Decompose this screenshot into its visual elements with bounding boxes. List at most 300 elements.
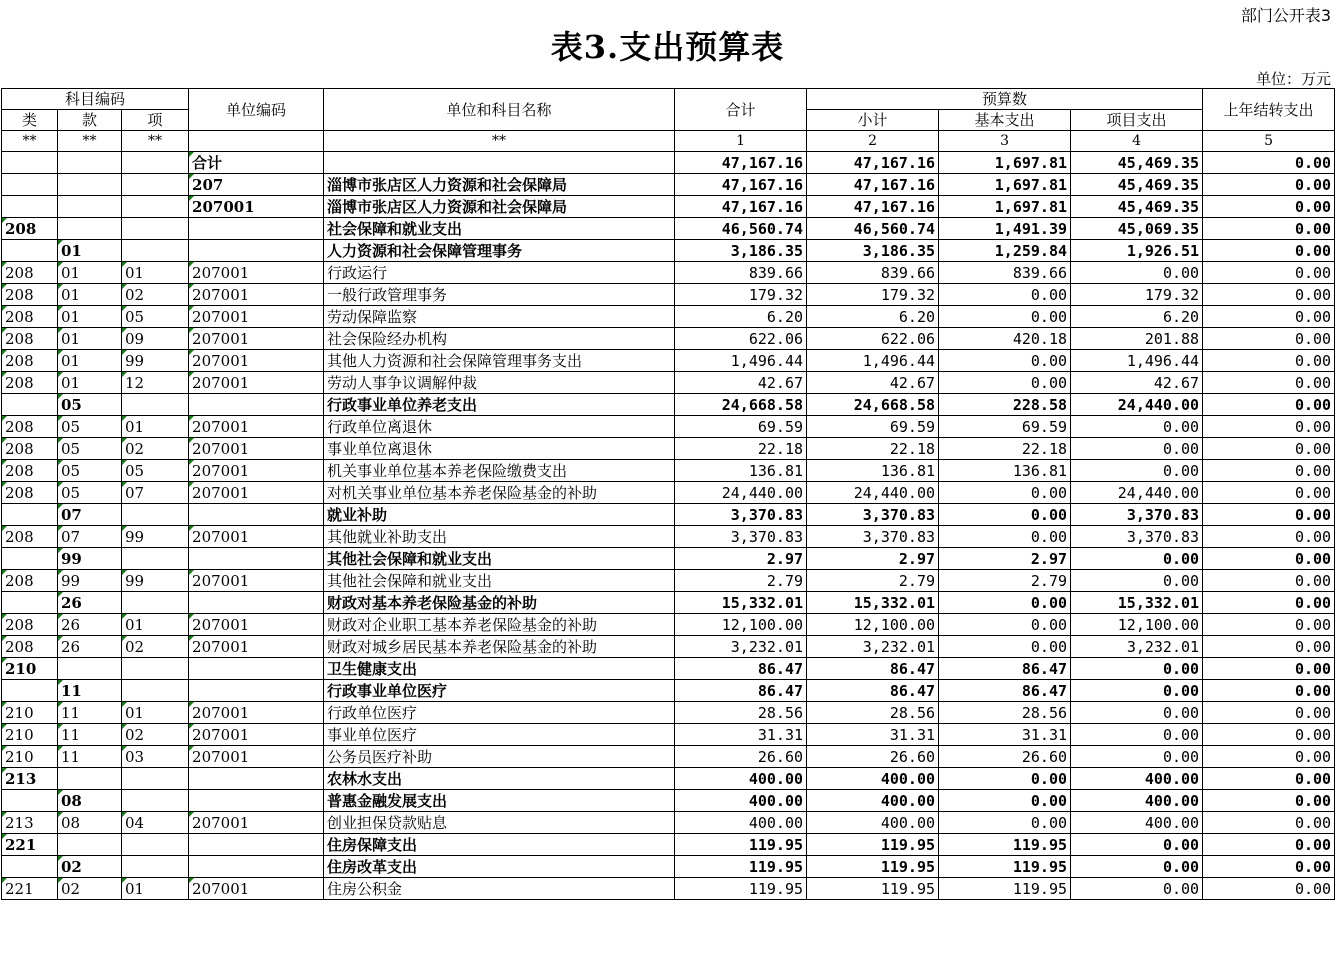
cell-carryover: 0.00 bbox=[1203, 680, 1335, 702]
cell-name: 住房公积金 bbox=[324, 878, 675, 900]
cell-basic: 0.00 bbox=[939, 504, 1071, 526]
cell-subtotal: 47,167.16 bbox=[807, 174, 939, 196]
cell-subtotal: 400.00 bbox=[807, 812, 939, 834]
cell-name: 劳动人事争议调解仲裁 bbox=[324, 372, 675, 394]
cell-carryover: 0.00 bbox=[1203, 658, 1335, 680]
cell-project: 45,069.35 bbox=[1071, 218, 1203, 240]
cell-unit-code: 207001 bbox=[189, 372, 324, 394]
cell-xiang: 03 bbox=[122, 746, 189, 768]
index-cell: ** bbox=[122, 131, 189, 152]
table-row bbox=[2, 614, 1335, 636]
table-row bbox=[2, 548, 1335, 570]
cell-project: 24,440.00 bbox=[1071, 394, 1203, 416]
cell-subtotal: 47,167.16 bbox=[807, 196, 939, 218]
cell-total: 86.47 bbox=[675, 680, 807, 702]
table-row bbox=[2, 482, 1335, 504]
cell-lei bbox=[2, 592, 58, 614]
cell-subtotal: 12,100.00 bbox=[807, 614, 939, 636]
cell-total: 2.79 bbox=[675, 570, 807, 592]
cell-total: 31.31 bbox=[675, 724, 807, 746]
table-row bbox=[2, 350, 1335, 372]
cell-lei bbox=[2, 152, 58, 174]
cell-carryover: 0.00 bbox=[1203, 570, 1335, 592]
cell-unit-code bbox=[189, 768, 324, 790]
cell-xiang bbox=[122, 680, 189, 702]
cell-xiang: 02 bbox=[122, 438, 189, 460]
cell-subtotal: 86.47 bbox=[807, 680, 939, 702]
cell-project: 0.00 bbox=[1071, 262, 1203, 284]
index-cell: ** bbox=[2, 131, 58, 152]
cell-lei: 208 bbox=[2, 262, 58, 284]
cell-name: 一般行政管理事务 bbox=[324, 284, 675, 306]
cell-unit-code: 207001 bbox=[189, 746, 324, 768]
cell-kuan: 11 bbox=[58, 702, 122, 724]
cell-xiang bbox=[122, 768, 189, 790]
cell-xiang: 02 bbox=[122, 636, 189, 658]
cell-lei: 208 bbox=[2, 570, 58, 592]
cell-unit-code bbox=[189, 504, 324, 526]
header-name: 单位和科目名称 bbox=[324, 89, 675, 131]
cell-name: 住房改革支出 bbox=[324, 856, 675, 878]
cell-carryover: 0.00 bbox=[1203, 878, 1335, 900]
cell-total: 28.56 bbox=[675, 702, 807, 724]
cell-lei: 210 bbox=[2, 702, 58, 724]
cell-carryover: 0.00 bbox=[1203, 460, 1335, 482]
cell-xiang: 12 bbox=[122, 372, 189, 394]
table-row bbox=[2, 460, 1335, 482]
cell-kuan: 99 bbox=[58, 570, 122, 592]
cell-total: 119.95 bbox=[675, 878, 807, 900]
cell-basic: 0.00 bbox=[939, 614, 1071, 636]
cell-project: 0.00 bbox=[1071, 416, 1203, 438]
cell-carryover: 0.00 bbox=[1203, 614, 1335, 636]
cell-xiang bbox=[122, 658, 189, 680]
cell-carryover: 0.00 bbox=[1203, 592, 1335, 614]
cell-project: 0.00 bbox=[1071, 702, 1203, 724]
cell-kuan: 01 bbox=[58, 284, 122, 306]
header-total: 合计 bbox=[675, 89, 807, 131]
cell-xiang: 99 bbox=[122, 350, 189, 372]
cell-unit-code: 207001 bbox=[189, 262, 324, 284]
cell-lei: 208 bbox=[2, 350, 58, 372]
cell-basic: 0.00 bbox=[939, 306, 1071, 328]
header-lei: 类 bbox=[2, 110, 58, 131]
cell-total: 3,186.35 bbox=[675, 240, 807, 262]
cell-xiang bbox=[122, 394, 189, 416]
cell-lei: 208 bbox=[2, 636, 58, 658]
cell-basic: 2.97 bbox=[939, 548, 1071, 570]
cell-name: 行政事业单位医疗 bbox=[324, 680, 675, 702]
cell-basic: 2.79 bbox=[939, 570, 1071, 592]
cell-xiang: 07 bbox=[122, 482, 189, 504]
cell-project: 400.00 bbox=[1071, 790, 1203, 812]
index-cell: ** bbox=[58, 131, 122, 152]
cell-xiang bbox=[122, 592, 189, 614]
cell-carryover: 0.00 bbox=[1203, 438, 1335, 460]
cell-unit-code: 207001 bbox=[189, 702, 324, 724]
cell-xiang bbox=[122, 834, 189, 856]
cell-kuan: 05 bbox=[58, 394, 122, 416]
cell-subtotal: 119.95 bbox=[807, 856, 939, 878]
cell-total: 46,560.74 bbox=[675, 218, 807, 240]
index-cell bbox=[189, 131, 324, 152]
cell-kuan bbox=[58, 658, 122, 680]
table-row bbox=[2, 724, 1335, 746]
cell-project: 0.00 bbox=[1071, 438, 1203, 460]
cell-lei bbox=[2, 504, 58, 526]
cell-xiang: 01 bbox=[122, 416, 189, 438]
cell-project: 0.00 bbox=[1071, 856, 1203, 878]
header-subtotal: 小计 bbox=[807, 110, 939, 131]
table-row bbox=[2, 438, 1335, 460]
cell-lei: 208 bbox=[2, 284, 58, 306]
cell-project: 0.00 bbox=[1071, 548, 1203, 570]
cell-kuan: 02 bbox=[58, 856, 122, 878]
cell-name: 行政事业单位养老支出 bbox=[324, 394, 675, 416]
cell-name: 财政对基本养老保险基金的补助 bbox=[324, 592, 675, 614]
table-row bbox=[2, 196, 1335, 218]
cell-project: 3,370.83 bbox=[1071, 526, 1203, 548]
cell-name: 淄博市张店区人力资源和社会保障局 bbox=[324, 196, 675, 218]
cell-carryover: 0.00 bbox=[1203, 218, 1335, 240]
cell-total: 69.59 bbox=[675, 416, 807, 438]
cell-name: 普惠金融发展支出 bbox=[324, 790, 675, 812]
cell-name: 行政单位医疗 bbox=[324, 702, 675, 724]
cell-kuan: 01 bbox=[58, 240, 122, 262]
cell-lei: 208 bbox=[2, 416, 58, 438]
cell-project: 1,926.51 bbox=[1071, 240, 1203, 262]
cell-subtotal: 3,370.83 bbox=[807, 504, 939, 526]
cell-basic: 119.95 bbox=[939, 834, 1071, 856]
cell-project: 0.00 bbox=[1071, 680, 1203, 702]
cell-xiang bbox=[122, 548, 189, 570]
header-kuan: 款 bbox=[58, 110, 122, 131]
cell-kuan bbox=[58, 834, 122, 856]
cell-unit-code bbox=[189, 548, 324, 570]
cell-subtotal: 179.32 bbox=[807, 284, 939, 306]
cell-lei bbox=[2, 174, 58, 196]
cell-total: 12,100.00 bbox=[675, 614, 807, 636]
cell-total: 47,167.16 bbox=[675, 152, 807, 174]
cell-basic: 86.47 bbox=[939, 680, 1071, 702]
cell-kuan: 01 bbox=[58, 350, 122, 372]
cell-lei: 221 bbox=[2, 834, 58, 856]
cell-kuan bbox=[58, 768, 122, 790]
cell-carryover: 0.00 bbox=[1203, 812, 1335, 834]
cell-project: 24,440.00 bbox=[1071, 482, 1203, 504]
cell-name: 卫生健康支出 bbox=[324, 658, 675, 680]
cell-carryover: 0.00 bbox=[1203, 504, 1335, 526]
cell-total: 6.20 bbox=[675, 306, 807, 328]
header-project: 项目支出 bbox=[1071, 110, 1203, 131]
cell-basic: 0.00 bbox=[939, 790, 1071, 812]
cell-kuan: 08 bbox=[58, 812, 122, 834]
cell-total: 15,332.01 bbox=[675, 592, 807, 614]
cell-carryover: 0.00 bbox=[1203, 240, 1335, 262]
cell-kuan: 05 bbox=[58, 416, 122, 438]
cell-project: 0.00 bbox=[1071, 746, 1203, 768]
cell-name: 财政对城乡居民基本养老保险基金的补助 bbox=[324, 636, 675, 658]
cell-project: 179.32 bbox=[1071, 284, 1203, 306]
cell-xiang bbox=[122, 174, 189, 196]
cell-total: 400.00 bbox=[675, 812, 807, 834]
cell-project: 400.00 bbox=[1071, 768, 1203, 790]
cell-carryover: 0.00 bbox=[1203, 196, 1335, 218]
cell-subtotal: 46,560.74 bbox=[807, 218, 939, 240]
index-cell: 3 bbox=[939, 131, 1071, 152]
cell-subtotal: 6.20 bbox=[807, 306, 939, 328]
table-row bbox=[2, 878, 1335, 900]
table-row bbox=[2, 526, 1335, 548]
cell-project: 0.00 bbox=[1071, 878, 1203, 900]
cell-lei bbox=[2, 680, 58, 702]
cell-carryover: 0.00 bbox=[1203, 350, 1335, 372]
cell-name: 就业补助 bbox=[324, 504, 675, 526]
cell-subtotal: 69.59 bbox=[807, 416, 939, 438]
cell-basic: 1,491.39 bbox=[939, 218, 1071, 240]
cell-basic: 1,697.81 bbox=[939, 152, 1071, 174]
cell-subtotal: 22.18 bbox=[807, 438, 939, 460]
header-xiang: 项 bbox=[122, 110, 189, 131]
table-row bbox=[2, 262, 1335, 284]
index-cell: ** bbox=[324, 131, 675, 152]
cell-carryover: 0.00 bbox=[1203, 768, 1335, 790]
cell-carryover: 0.00 bbox=[1203, 174, 1335, 196]
cell-lei bbox=[2, 394, 58, 416]
cell-lei: 213 bbox=[2, 812, 58, 834]
cell-unit-code bbox=[189, 592, 324, 614]
cell-total: 119.95 bbox=[675, 856, 807, 878]
cell-xiang: 01 bbox=[122, 878, 189, 900]
cell-total: 400.00 bbox=[675, 790, 807, 812]
cell-unit-code: 207001 bbox=[189, 196, 324, 218]
cell-subtotal: 119.95 bbox=[807, 834, 939, 856]
cell-carryover: 0.00 bbox=[1203, 416, 1335, 438]
cell-basic: 0.00 bbox=[939, 526, 1071, 548]
cell-total: 2.97 bbox=[675, 548, 807, 570]
header-budget: 预算数 bbox=[807, 89, 1203, 110]
table-row bbox=[2, 790, 1335, 812]
unit-label: 单位：万元 bbox=[1255, 70, 1331, 88]
budget-table bbox=[1, 88, 1335, 900]
cell-name: 社会保险经办机构 bbox=[324, 328, 675, 350]
cell-basic: 839.66 bbox=[939, 262, 1071, 284]
cell-name: 其他人力资源和社会保障管理事务支出 bbox=[324, 350, 675, 372]
cell-carryover: 0.00 bbox=[1203, 482, 1335, 504]
cell-kuan: 11 bbox=[58, 680, 122, 702]
cell-carryover: 0.00 bbox=[1203, 724, 1335, 746]
cell-kuan bbox=[58, 174, 122, 196]
cell-subtotal: 28.56 bbox=[807, 702, 939, 724]
cell-unit-code bbox=[189, 218, 324, 240]
cell-xiang: 05 bbox=[122, 306, 189, 328]
cell-subtotal: 839.66 bbox=[807, 262, 939, 284]
cell-carryover: 0.00 bbox=[1203, 372, 1335, 394]
cell-carryover: 0.00 bbox=[1203, 328, 1335, 350]
cell-unit-code: 207001 bbox=[189, 416, 324, 438]
cell-lei bbox=[2, 856, 58, 878]
table-tag: 部门公开表3 bbox=[1240, 6, 1331, 25]
cell-xiang bbox=[122, 218, 189, 240]
cell-carryover: 0.00 bbox=[1203, 702, 1335, 724]
table-row bbox=[2, 152, 1335, 174]
table-body bbox=[2, 152, 1335, 900]
cell-basic: 69.59 bbox=[939, 416, 1071, 438]
table-row bbox=[2, 328, 1335, 350]
cell-subtotal: 400.00 bbox=[807, 790, 939, 812]
cell-unit-code bbox=[189, 834, 324, 856]
cell-total: 3,370.83 bbox=[675, 526, 807, 548]
cell-unit-code bbox=[189, 240, 324, 262]
cell-total: 26.60 bbox=[675, 746, 807, 768]
cell-basic: 0.00 bbox=[939, 768, 1071, 790]
cell-xiang: 01 bbox=[122, 262, 189, 284]
table-row bbox=[2, 856, 1335, 878]
cell-basic: 0.00 bbox=[939, 636, 1071, 658]
cell-name: 劳动保障监察 bbox=[324, 306, 675, 328]
cell-basic: 119.95 bbox=[939, 856, 1071, 878]
cell-project: 3,232.01 bbox=[1071, 636, 1203, 658]
cell-kuan: 99 bbox=[58, 548, 122, 570]
cell-kuan: 02 bbox=[58, 878, 122, 900]
table-row bbox=[2, 812, 1335, 834]
cell-basic: 22.18 bbox=[939, 438, 1071, 460]
cell-kuan bbox=[58, 152, 122, 174]
table-row bbox=[2, 394, 1335, 416]
cell-subtotal: 31.31 bbox=[807, 724, 939, 746]
cell-name: 行政单位离退休 bbox=[324, 416, 675, 438]
cell-unit-code: 207001 bbox=[189, 724, 324, 746]
cell-carryover: 0.00 bbox=[1203, 284, 1335, 306]
cell-lei: 208 bbox=[2, 526, 58, 548]
cell-lei: 221 bbox=[2, 878, 58, 900]
cell-kuan bbox=[58, 196, 122, 218]
cell-unit-code bbox=[189, 790, 324, 812]
table-row bbox=[2, 746, 1335, 768]
cell-basic: 0.00 bbox=[939, 592, 1071, 614]
cell-xiang bbox=[122, 856, 189, 878]
cell-subtotal: 24,440.00 bbox=[807, 482, 939, 504]
cell-unit-code: 207001 bbox=[189, 460, 324, 482]
cell-name: 事业单位医疗 bbox=[324, 724, 675, 746]
cell-basic: 228.58 bbox=[939, 394, 1071, 416]
cell-unit-code: 207001 bbox=[189, 438, 324, 460]
cell-basic: 119.95 bbox=[939, 878, 1071, 900]
cell-unit-code: 207001 bbox=[189, 812, 324, 834]
cell-kuan: 01 bbox=[58, 262, 122, 284]
cell-lei bbox=[2, 196, 58, 218]
cell-unit-code: 207001 bbox=[189, 636, 324, 658]
cell-kuan: 11 bbox=[58, 746, 122, 768]
cell-total: 86.47 bbox=[675, 658, 807, 680]
cell-name: 创业担保贷款贴息 bbox=[324, 812, 675, 834]
cell-project: 0.00 bbox=[1071, 834, 1203, 856]
cell-basic: 28.56 bbox=[939, 702, 1071, 724]
cell-total: 24,668.58 bbox=[675, 394, 807, 416]
cell-lei: 208 bbox=[2, 218, 58, 240]
header-carryover: 上年结转支出 bbox=[1203, 89, 1335, 131]
cell-name: 事业单位离退休 bbox=[324, 438, 675, 460]
table-row bbox=[2, 240, 1335, 262]
index-cell: 1 bbox=[675, 131, 807, 152]
cell-project: 15,332.01 bbox=[1071, 592, 1203, 614]
table-row bbox=[2, 504, 1335, 526]
cell-kuan: 01 bbox=[58, 372, 122, 394]
cell-unit-code: 207001 bbox=[189, 482, 324, 504]
cell-lei: 213 bbox=[2, 768, 58, 790]
cell-carryover: 0.00 bbox=[1203, 152, 1335, 174]
cell-lei bbox=[2, 548, 58, 570]
cell-lei: 208 bbox=[2, 460, 58, 482]
cell-project: 201.88 bbox=[1071, 328, 1203, 350]
table-row bbox=[2, 372, 1335, 394]
cell-name: 公务员医疗补助 bbox=[324, 746, 675, 768]
cell-subtotal: 86.47 bbox=[807, 658, 939, 680]
table-row bbox=[2, 702, 1335, 724]
table-row bbox=[2, 174, 1335, 196]
cell-lei: 210 bbox=[2, 658, 58, 680]
table-row bbox=[2, 306, 1335, 328]
table-row bbox=[2, 284, 1335, 306]
cell-name: 机关事业单位基本养老保险缴费支出 bbox=[324, 460, 675, 482]
cell-kuan: 05 bbox=[58, 460, 122, 482]
cell-subtotal: 2.79 bbox=[807, 570, 939, 592]
cell-xiang: 01 bbox=[122, 702, 189, 724]
table-row bbox=[2, 570, 1335, 592]
cell-lei: 210 bbox=[2, 746, 58, 768]
cell-subtotal: 15,332.01 bbox=[807, 592, 939, 614]
cell-subtotal: 3,370.83 bbox=[807, 526, 939, 548]
cell-xiang: 01 bbox=[122, 614, 189, 636]
cell-basic: 31.31 bbox=[939, 724, 1071, 746]
cell-xiang: 04 bbox=[122, 812, 189, 834]
cell-kuan: 26 bbox=[58, 614, 122, 636]
cell-carryover: 0.00 bbox=[1203, 636, 1335, 658]
cell-unit-code: 207001 bbox=[189, 614, 324, 636]
cell-unit-code: 207001 bbox=[189, 526, 324, 548]
cell-xiang bbox=[122, 240, 189, 262]
cell-name bbox=[324, 152, 675, 174]
cell-kuan bbox=[58, 218, 122, 240]
cell-kuan: 01 bbox=[58, 328, 122, 350]
cell-project: 45,469.35 bbox=[1071, 174, 1203, 196]
cell-project: 12,100.00 bbox=[1071, 614, 1203, 636]
cell-project: 0.00 bbox=[1071, 570, 1203, 592]
cell-subtotal: 119.95 bbox=[807, 878, 939, 900]
cell-basic: 0.00 bbox=[939, 284, 1071, 306]
cell-basic: 0.00 bbox=[939, 482, 1071, 504]
cell-total: 3,232.01 bbox=[675, 636, 807, 658]
cell-xiang bbox=[122, 504, 189, 526]
cell-unit-code: 207001 bbox=[189, 306, 324, 328]
cell-carryover: 0.00 bbox=[1203, 834, 1335, 856]
cell-project: 400.00 bbox=[1071, 812, 1203, 834]
cell-lei: 208 bbox=[2, 328, 58, 350]
table-row bbox=[2, 416, 1335, 438]
cell-subtotal: 622.06 bbox=[807, 328, 939, 350]
cell-name: 对机关事业单位基本养老保险基金的补助 bbox=[324, 482, 675, 504]
cell-name: 淄博市张店区人力资源和社会保障局 bbox=[324, 174, 675, 196]
cell-total: 47,167.16 bbox=[675, 196, 807, 218]
cell-lei: 208 bbox=[2, 614, 58, 636]
cell-unit-code: 207001 bbox=[189, 284, 324, 306]
cell-total: 1,496.44 bbox=[675, 350, 807, 372]
cell-xiang bbox=[122, 196, 189, 218]
cell-xiang bbox=[122, 790, 189, 812]
cell-kuan: 07 bbox=[58, 504, 122, 526]
cell-basic: 26.60 bbox=[939, 746, 1071, 768]
cell-carryover: 0.00 bbox=[1203, 526, 1335, 548]
